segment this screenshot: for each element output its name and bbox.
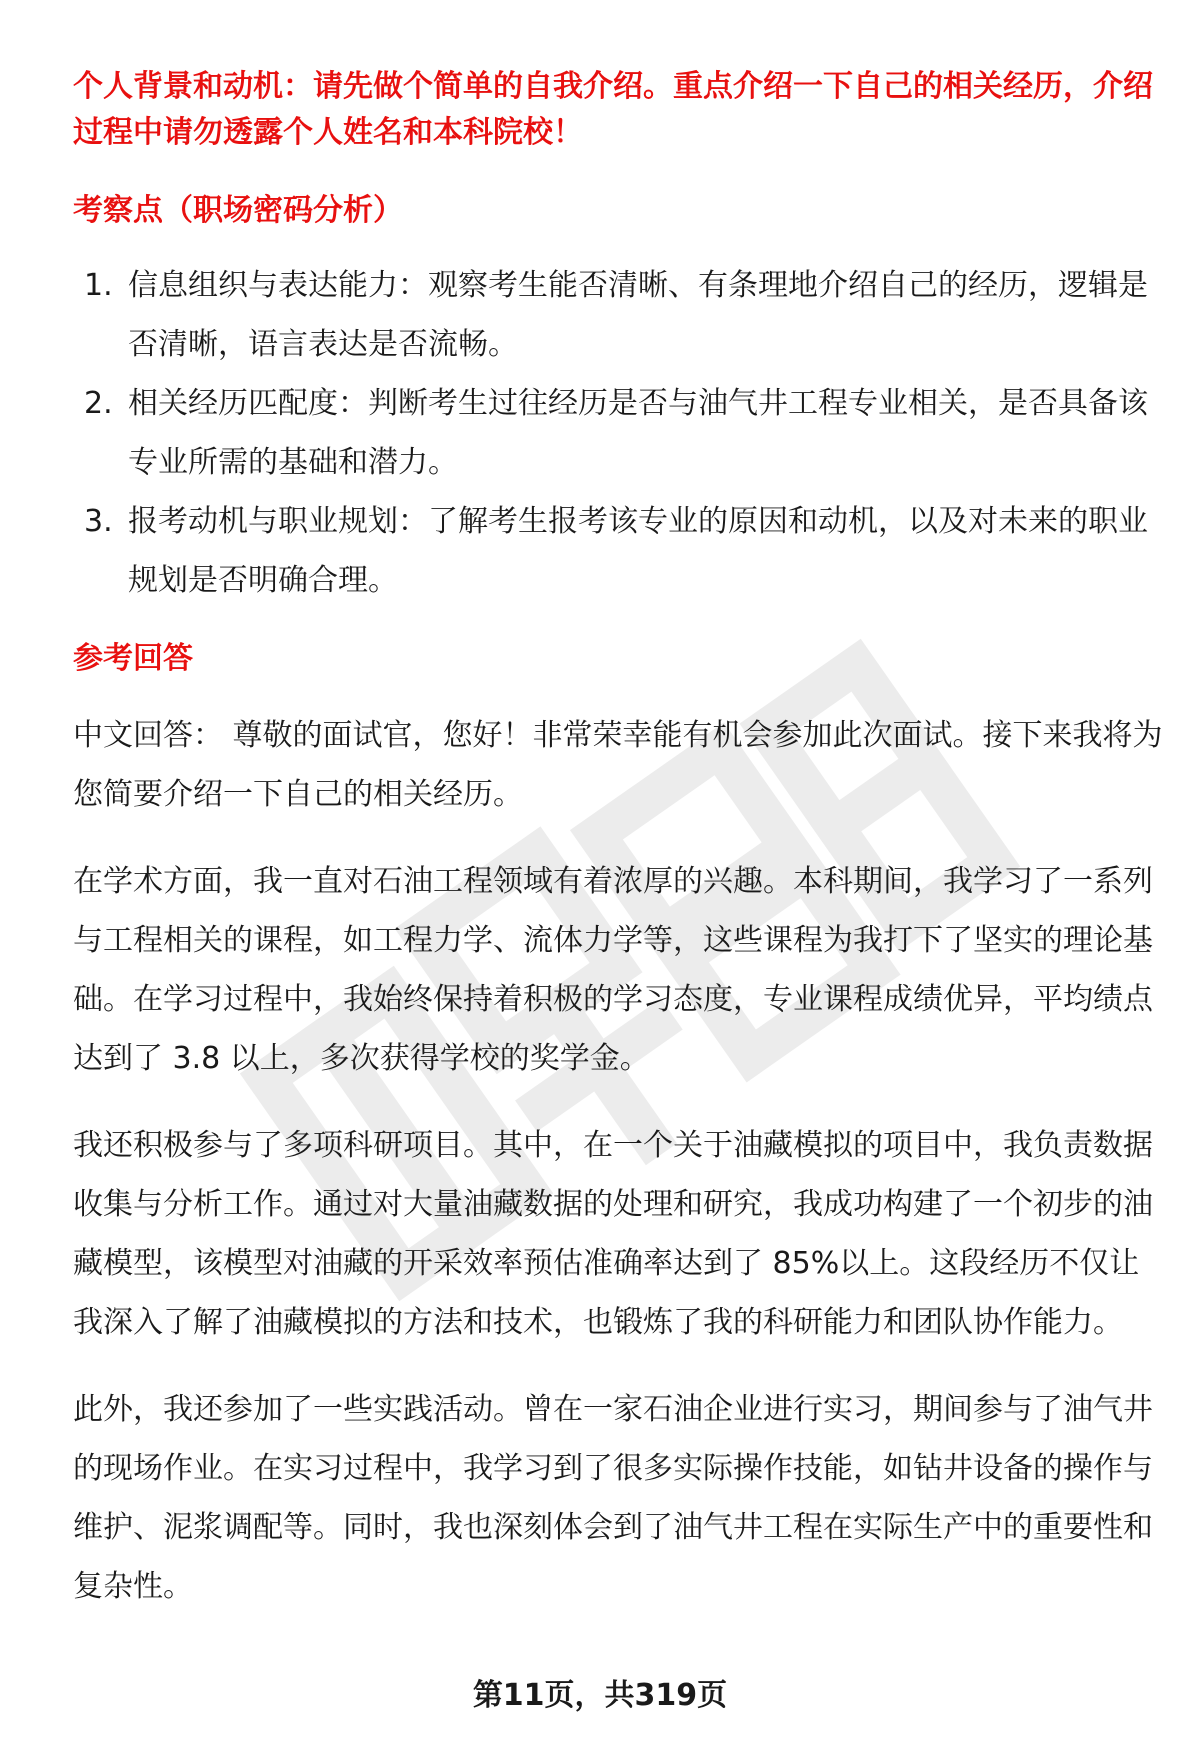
exam-point-item xyxy=(73,492,1163,610)
exam-point-item xyxy=(73,256,1163,374)
exam-point-item xyxy=(73,374,1163,492)
answer-paragraph-research: 我还积极参与了多项科研项目。其中，在一个关于油藏模拟的项目中，我负责数据收集与分析工作。通过对大量油藏数据的处理和研究，我成功构建了一个初步的油藏模型，该模型对油藏的开采效率预估准确率达到了 85%以上。这段经历不仅让我深入了解了油藏模拟的方法和技术，也锻炼了我的科研能力和团队协作能力。 xyxy=(73,1128,1153,1340)
exam-point-number: 3. xyxy=(84,504,113,539)
document-body xyxy=(73,64,1163,1616)
question-title: 个人背景和动机：请先做个简单的自我介绍。重点介绍一下自己的相关经历，介绍过程中请勿透露个人姓名和本科院校！ xyxy=(73,69,1153,150)
exam-point-number: 1. xyxy=(84,268,113,303)
page-footer-number: 第11页，共319页 xyxy=(472,1678,728,1713)
reference-answer-heading: 参考回答 xyxy=(73,641,193,676)
exam-points-heading: 考察点（职场密码分析） xyxy=(73,193,403,228)
answer-paragraph-intro: 中文回答： 尊敬的面试官，您好！非常荣幸能有机会参加此次面试。接下来我将为您简要介绍一下自己的相关经历。 xyxy=(73,718,1163,812)
exam-point-text: 信息组织与表达能力：观察考生能否清晰、有条理地介绍自己的经历，逻辑是否清晰，语言表达是否流畅。 xyxy=(128,268,1148,362)
exam-point-text: 报考动机与职业规划：了解考生报考该专业的原因和动机，以及对未来的职业规划是否明确合理。 xyxy=(128,504,1148,598)
exam-points-list xyxy=(73,256,1163,610)
exam-point-text: 相关经历匹配度：判断考生过往经历是否与油气井工程专业相关，是否具备该专业所需的基础和潜力。 xyxy=(128,386,1148,480)
exam-point-number: 2. xyxy=(84,386,113,421)
answer-paragraph-practice: 此外，我还参加了一些实践活动。曾在一家石油企业进行实习，期间参与了油气井的现场作业。在实习过程中，我学习到了很多实际操作技能，如钻井设备的操作与维护、泥浆调配等。同时，我也深刻体会到了油气井工程在实际生产中的重要性和复杂性。 xyxy=(73,1392,1153,1604)
answer-paragraph-academic: 在学术方面，我一直对石油工程领域有着浓厚的兴趣。本科期间，我学习了一系列与工程相关的课程，如工程力学、流体力学等，这些课程为我打下了坚实的理论基础。在学习过程中，我始终保持着积极的学习态度，专业课程成绩优异，平均绩点达到了 3.8 以上，多次获得学校的奖学金。 xyxy=(73,864,1153,1076)
